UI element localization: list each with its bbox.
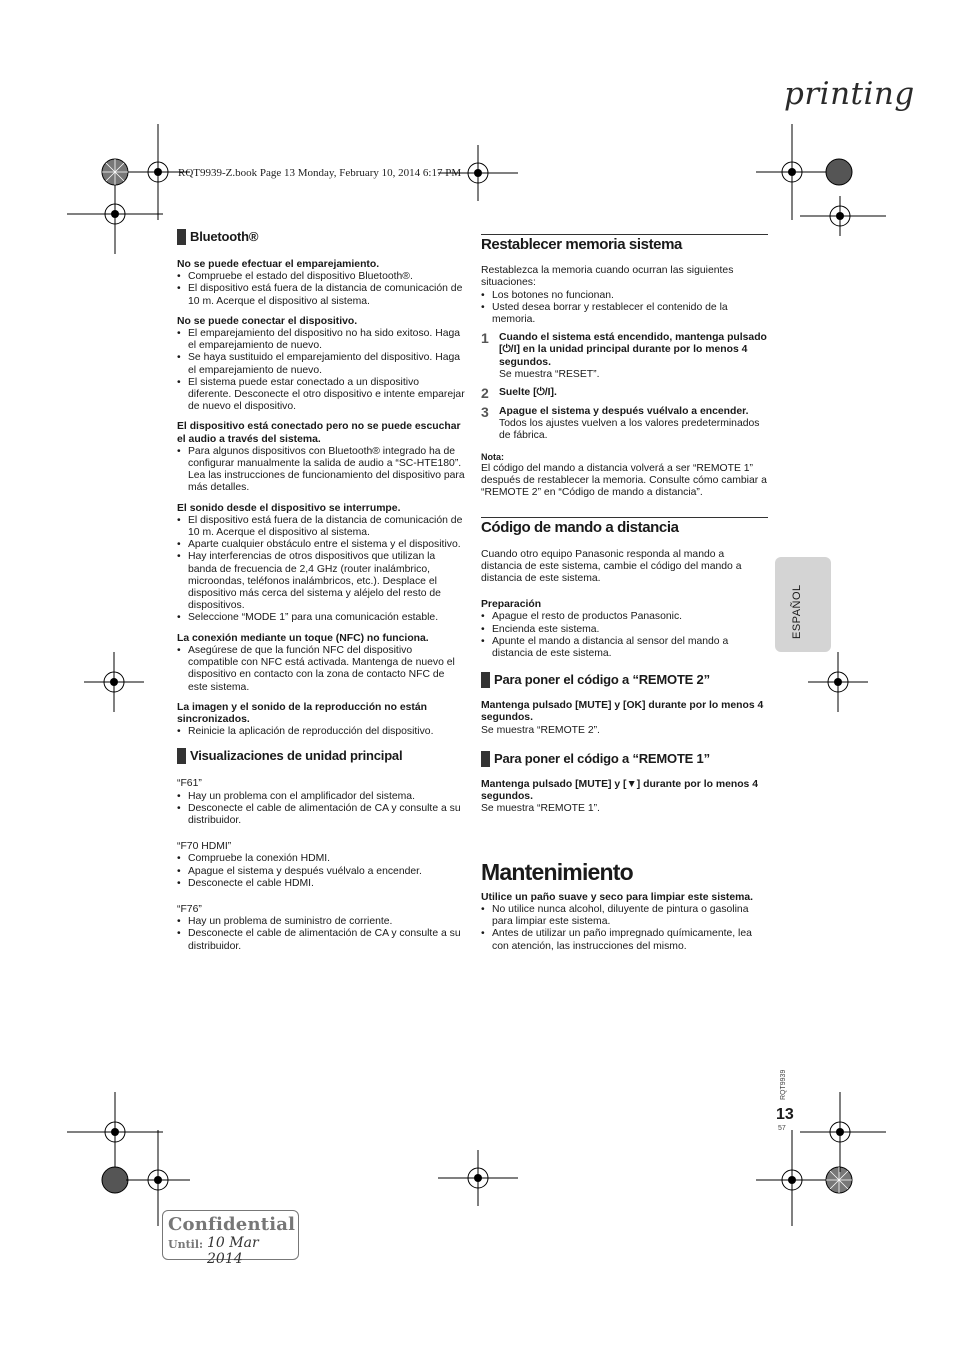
problem-question: El dispositivo está conectado pero no se puede escuchar el audio a través del sistema. [177, 421, 461, 445]
display-code-block [177, 778, 465, 827]
confidential-title: Confidential [168, 1214, 296, 1235]
bullet-item: • El dispositivo está fuera de la distancia de comunicación de 10 m. Acerque el dispositivo al sistema. [177, 515, 465, 539]
remote-intro: Cuando otro equipo Panasonic responda al mando a distancia de este sistema, cambie el código del mando a distancia de este sistema. [481, 548, 742, 585]
bullet-item: • Compruebe la conexión HDMI. [177, 853, 465, 865]
bullet-item: • Para algunos dispositivos con Bluetooth® integrado ha de configurar manualmente la salida de audio a “SC-HTE180”. Lea las instrucciones de funcionamiento del dispositivo para más detalles. [177, 446, 465, 495]
remote1-instruction: Mantenga pulsado [MUTE] y [▼] durante por lo menos 4 segundos. [481, 778, 758, 803]
solution-list [177, 446, 465, 495]
troubleshoot-block [177, 259, 465, 308]
preparation-list [481, 611, 768, 660]
troubleshoot-block [177, 702, 465, 739]
solution-list [177, 271, 465, 308]
bullet-item: • El emparejamiento del dispositivo no ha sido exitoso. Haga el emparejamiento de nuevo. [177, 328, 465, 352]
remote2-instruction: Mantenga pulsado [MUTE] y [OK] durante por lo menos 4 segundos. [481, 700, 764, 724]
printing-stamp: printing [784, 76, 915, 112]
crosshair-mark-mid-left [84, 652, 144, 712]
step-instruction: Apague el sistema y después vuélvalo a encender. [499, 406, 749, 418]
display-heading-text: Visualizaciones de unidad principal [190, 748, 403, 764]
doc-id-text: RQT9939 [780, 1069, 787, 1100]
maintenance-list [481, 904, 768, 953]
problem-question: No se puede efectuar el emparejamiento. [177, 259, 380, 270]
heading-bar-icon [481, 672, 490, 688]
bullet-item: • No utilice nunca alcohol, diluyente de pintura o gasolina para limpiar este sistema. [481, 904, 768, 928]
radial-target-top-left [100, 157, 130, 187]
display-codes-list [177, 778, 465, 952]
remote2-heading-text: Para poner el código a “REMOTE 2” [494, 672, 710, 688]
maintenance-title: Mantenimiento [481, 858, 633, 885]
troubleshoot-block [177, 503, 465, 625]
reset-situations-list [481, 290, 768, 327]
step-body [499, 406, 768, 443]
solution-list [177, 328, 465, 413]
troubleshoot-block [177, 633, 465, 694]
reset-intro: Restablezca la memoria cuando ocurran las siguientes situaciones: [481, 265, 734, 289]
step-number: 1 [481, 330, 489, 347]
display-code-solutions [177, 853, 465, 890]
crosshair-mark-bottom-right-outer [800, 1092, 886, 1172]
problem-question: La imagen y el sonido de la reproducción no están sincronizados. [177, 701, 428, 725]
reset-step [481, 387, 768, 400]
problem-question: La conexión mediante un toque (NFC) no funciona. [177, 632, 429, 644]
troubleshoot-block [177, 316, 465, 414]
display-code-solutions [177, 791, 465, 828]
page-number: 13 [776, 1106, 794, 1123]
bullet-item: • Compruebe el estado del dispositivo Bluetooth®. [177, 271, 465, 283]
display-code: “F70 HDMI” [177, 841, 232, 853]
crosshair-mark-top-right-outer [800, 196, 886, 236]
bullet-item: • Apague el resto de productos Panasonic. [481, 611, 768, 623]
crosshair-mark-top-center [438, 145, 518, 201]
heading-bar-icon [177, 748, 186, 764]
step-body [499, 387, 557, 400]
step-body [499, 332, 768, 381]
bullet-item: • Usted desea borrar y restablecer el contenido de la memoria. [481, 302, 768, 326]
problem-question: No se puede conectar el dispositivo. [177, 315, 358, 327]
troubleshoot-block [177, 421, 465, 494]
bullet-item: • El dispositivo está fuera de la distancia de comunicación de 10 m. Acerque el dispositivo al sistema. [177, 283, 465, 307]
remote2-heading [481, 672, 768, 688]
bullet-item: • Desconecte el cable de alimentación de CA y consulte a su distribuidor. [177, 928, 465, 952]
bullet-item: • Desconecte el cable de alimentación de CA y consulte a su distribuidor. [177, 803, 465, 827]
language-side-tab [775, 557, 831, 652]
bullet-item: • Apague el sistema y después vuélvalo a encender. [177, 866, 465, 878]
confidential-until-label: Until: [168, 1238, 204, 1251]
remote1-result: Se muestra “REMOTE 1”. [481, 803, 600, 815]
bullet-item: • Apunte el mando a distancia al sensor del mando a distancia de este sistema. [481, 636, 768, 660]
crosshair-mark-bottom-center [438, 1150, 518, 1206]
solution-list [177, 645, 465, 694]
bluetooth-heading-text: Bluetooth® [190, 228, 259, 244]
bullet-item: • Reinicie la aplicación de reproducción del dispositivo. [177, 726, 465, 738]
bullet-item: • Aparte cualquier obstáculo entre el sistema y el dispositivo. [177, 539, 465, 551]
bluetooth-heading [177, 229, 465, 245]
left-column [177, 229, 465, 967]
doc-id-vertical [776, 1066, 806, 1106]
solution-list [177, 726, 465, 738]
bullet-item: • Asegúrese de que la función NFC del dispositivo compatible con NFC está activada. Mantenga de nuevo el dispositivo en contacto con la zona de contacto NFC de este sistema. [177, 645, 465, 694]
solution-list [177, 515, 465, 625]
crosshair-mark-top-left-inner [126, 124, 190, 220]
heading-bar-icon [177, 229, 186, 245]
right-column [481, 234, 768, 959]
step-result: Se muestra “RESET”. [499, 368, 600, 380]
reset-steps [481, 332, 768, 442]
remote-code-heading: Código de mando a distancia [481, 517, 768, 534]
language-label: ESPAÑOL [791, 584, 803, 639]
step-instruction: Suelte [⏻/I]. [499, 387, 557, 399]
reset-step [481, 332, 768, 381]
display-code: “F61” [177, 778, 202, 790]
display-code-block [177, 841, 465, 890]
crosshair-mark-mid-right [808, 652, 868, 712]
display-code-solutions [177, 916, 465, 953]
preparation-label: Preparación [481, 599, 542, 611]
problem-question: El sonido desde el dispositivo se interrumpe. [177, 502, 401, 514]
step-number: 2 [481, 385, 489, 402]
step-instruction: Cuando el sistema está encendido, mantenga pulsado [⏻/I] en la unidad principal durante por lo menos 4 segundos. [499, 332, 767, 368]
confidential-stamp [162, 1210, 299, 1267]
display-code: “F76” [177, 903, 202, 915]
bullet-item: • Hay interferencias de otros dispositivos que utilizan la banda de frecuencia de 2,4 GHz (router inalámbrico, microondas, teléfonos inalámbricos, etc.). Desplace el dispositivo más cerca del sistema y aléjelo del resto de dispositivos. [177, 551, 465, 612]
bullet-item: • Hay un problema de suministro de corriente. [177, 916, 465, 928]
bullet-item: • Hay un problema con el amplificador del sistema. [177, 791, 465, 803]
radial-target-top-right [824, 157, 854, 187]
remote1-heading-text: Para poner el código a “REMOTE 1” [494, 750, 710, 766]
display-heading [177, 748, 465, 764]
bullet-item: • Antes de utilizar un paño impregnado químicamente, lea con atención, las instrucciones del mismo. [481, 928, 768, 952]
display-code-block [177, 904, 465, 953]
reset-step [481, 406, 768, 443]
bullet-item: • Encienda este sistema. [481, 624, 768, 636]
heading-bar-icon [481, 751, 490, 767]
confidential-date: 10 Mar 2014 [207, 1235, 259, 1267]
step-number: 3 [481, 404, 489, 421]
remote2-result: Se muestra “REMOTE 2”. [481, 724, 600, 736]
bullet-item: • Desconecte el cable HDMI. [177, 878, 465, 890]
bullet-item: • Seleccione “MODE 1” para una comunicación estable. [177, 612, 465, 624]
reset-note-text: El código del mando a distancia volverá a ser “REMOTE 1” después de restablecer la memoria. Consulte cómo cambiar a “REMOTE 2” en “Código de mando a distancia”. [481, 462, 767, 499]
bullet-item: • El sistema puede estar conectado a un dispositivo diferente. Desconecte el otro dispositivo e intente emparejar de nuevo el dispositivo. [177, 377, 465, 414]
remote1-heading [481, 751, 768, 767]
step-result: Todos los ajustes vuelven a los valores predeterminados de fábrica. [499, 418, 760, 442]
bullet-item: • Los botones no funcionan. [481, 290, 768, 302]
bullet-item: • Se haya sustituido el emparejamiento del dispositivo. Haga el emparejamiento de nuevo. [177, 352, 465, 376]
reset-heading: Restablecer memoria sistema [481, 234, 768, 251]
reset-note-label: Nota: [481, 451, 504, 462]
bluetooth-troubleshooting-list [177, 259, 465, 738]
book-info-line: RQT9939-Z.book Page 13 Monday, February 10, 2014 6:17 PM [178, 167, 462, 179]
page-number-small: 57 [778, 1125, 786, 1132]
maintenance-instruction: Utilice un paño suave y seco para limpiar este sistema. [481, 891, 754, 903]
